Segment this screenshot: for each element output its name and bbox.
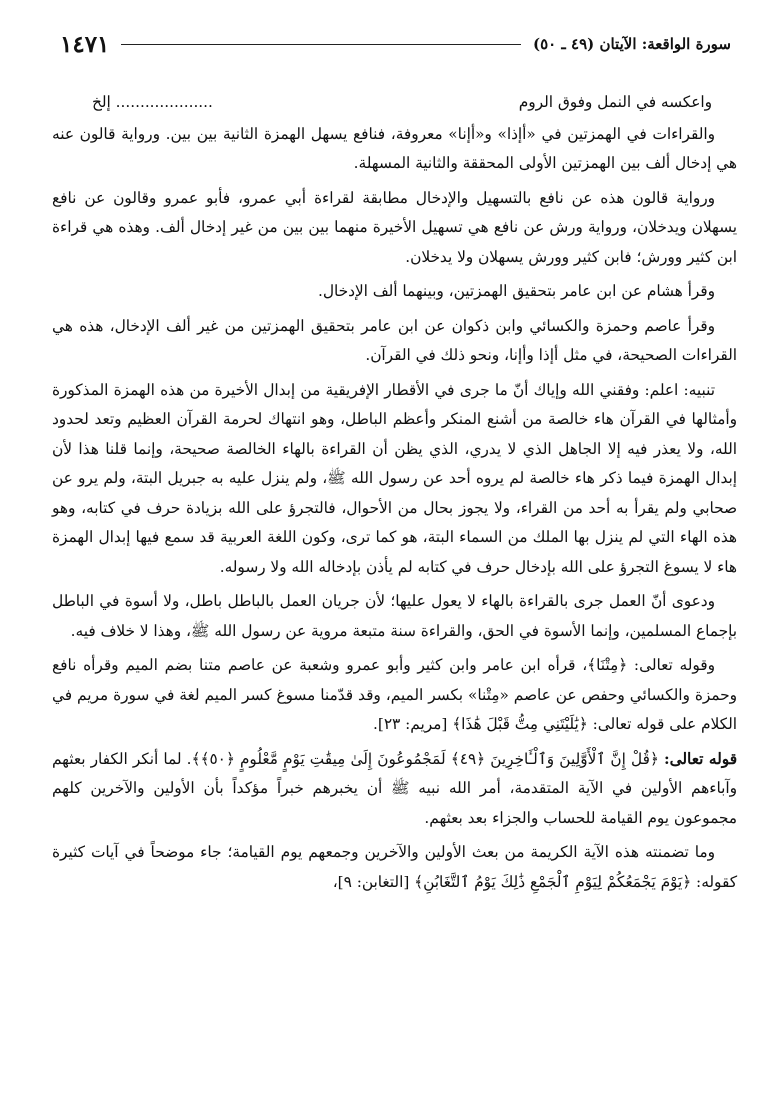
commentary-text: . لما أنكر الكفار بعثهم وآباءهم الأولين في الآية المتقدمة، أمر الله نبيه ﷺ أن يخبرهم خبراً مؤكداً بأن الأولين والآخرين كلهم مجموعون يوم القيامة للحساب والجزاء بعد بعثهم.	[52, 749, 737, 827]
verse-left-hemistich: .................... إلخ	[92, 93, 213, 111]
verse-lead: قوله تعالى:	[664, 749, 738, 768]
paragraph: وقرأ عاصم وحمزة والكسائي وابن ذكوان عن ابن عامر بتحقيق الهمزتين من غير ألف الإدخال، هذه هي القراءات الصحيحة، في مثل أإذا وأإنا، ونحو ذلك في القرآن.	[52, 316, 737, 364]
paragraph: وقوله تعالى: ﴿مِتْنَا﴾، قرأه ابن عامر وابن كثير وأبو عمرو وشعبة عن عاصم متنا بضم الميم وقرأه نافع وحمزة والكسائي وحفص عن عاصم «مِتْنا» بكسر الميم، وقد قدّمنا مسوغ كسر الميم لغة في سورة مريم في الكلام على قوله تعالى: ﴿يَٰلَيْتَنِي مِتُّ قَبْلَ هَٰذَا﴾ [مريم: ٢٣].	[52, 656, 737, 733]
page-title: سورة الواقعة: الآيتان (٤٩ ـ ٥٠)	[532, 35, 731, 53]
note-paragraph: تنبيه: اعلم: وفقني الله وإياك أنّ ما جرى في الأقطار الإفريقية من إبدال الأخيرة من هذه الهمزة المذكورة وأمثالها في القرآن هاء خالصة من أشنع المنكر وأعظم الباطل، وهو انتهاك لحرمة القرآن العظيم وتعد لحدود الله، ولا يعذر فيه إلا الجاهل الذي لا يدري، الذي يظن أن القراءة بالهاء الخالصة صحيحة، وإنما قلنا هذا لأن إبدال الهمزة فيما ذكر هاء خالصة لم يروه أحد عن رسول الله ﷺ، ولم ينزل عليه به جبريل البتة، ولم يرو عن صحابي ولم يقرأ به أحد من القراء، ولا يجوز بحال من الأحوال، فالتجرؤ على الله بزيادة حرف في كتابه، وهو هذه الهاء التي لم ينزل بها الملك من السماء البتة، هو كما ترى، وكون اللغة العربية قد سمع فيها إبدال الهمزة هاء لا يسوغ التجرؤ على الله بإدخال حرف في كتابه لم يأذن بإدخاله الله ولا رسوله.	[52, 380, 737, 576]
poem-verse	[52, 88, 737, 118]
paragraph: ودعوى أنّ العمل جرى بالقراءة بالهاء لا يعول عليها؛ لأن جريان العمل بالباطل باطل، ولا أسوة في الباطل بإجماع المسلمين، وإنما الأسوة في الحق، والقراءة سنة متبعة مروية عن رسول الله ﷺ، وهذا لا خلاف فيه.	[52, 592, 737, 640]
quran-verse: ﴿قُلْ إِنَّ ٱلْأَوَّلِينَ وَٱلْـَٔاخِرِينَ ﴿٤٩﴾ لَمَجْمُوعُونَ إِلَىٰ مِيقَٰتِ يَوْمٍ مَّعْلُومٍ ﴿٥٠﴾﴾	[191, 749, 659, 768]
verse-right-hemistich: واعكسه في النمل وفوق الروم	[518, 93, 712, 111]
page-number: ١٤٧١	[60, 30, 110, 58]
page-header	[60, 26, 731, 62]
header-rule	[121, 44, 521, 45]
paragraph: وما تضمنته هذه الآية الكريمة من بعث الأولين والآخرين وجمعهم يوم القيامة؛ جاء موضحاً في آيات كثيرة كقوله: ﴿يَوْمَ يَجْمَعُكُمْ لِيَوْمِ ٱلْجَمْعِ ذَٰلِكَ يَوْمُ ٱلتَّغَابُنِ﴾ [التغابن: ٩]،	[52, 843, 737, 891]
page-body	[52, 88, 737, 902]
paragraph: والقراءات في الهمزتين في «أإذا» و«أإنا» معروفة، فنافع يسهل الهمزة الثانية بين بين. ورواية قالون عنه هي إدخال ألف بين الهمزتين الأولى المحققة والثانية المسهلة.	[52, 124, 737, 172]
paragraph: ورواية قالون هذه عن نافع بالتسهيل والإدخال مطابقة لقراءة أبي عمرو، فأبو عمرو وقالون عن نافع يسهلان ويدخلان، ورواية ورش عن نافع هي تسهيل الأخيرة منهما بين بين من غير إدخال ألف. وهذه هي قراءة ابن كثير وورش؛ فابن كثير وورش يسهلان ولا يدخلان.	[52, 188, 737, 266]
verse-commentary-paragraph	[52, 745, 737, 834]
paragraph: وقرأ هشام عن ابن عامر بتحقيق الهمزتين، وبينهما ألف الإدخال.	[318, 282, 715, 300]
